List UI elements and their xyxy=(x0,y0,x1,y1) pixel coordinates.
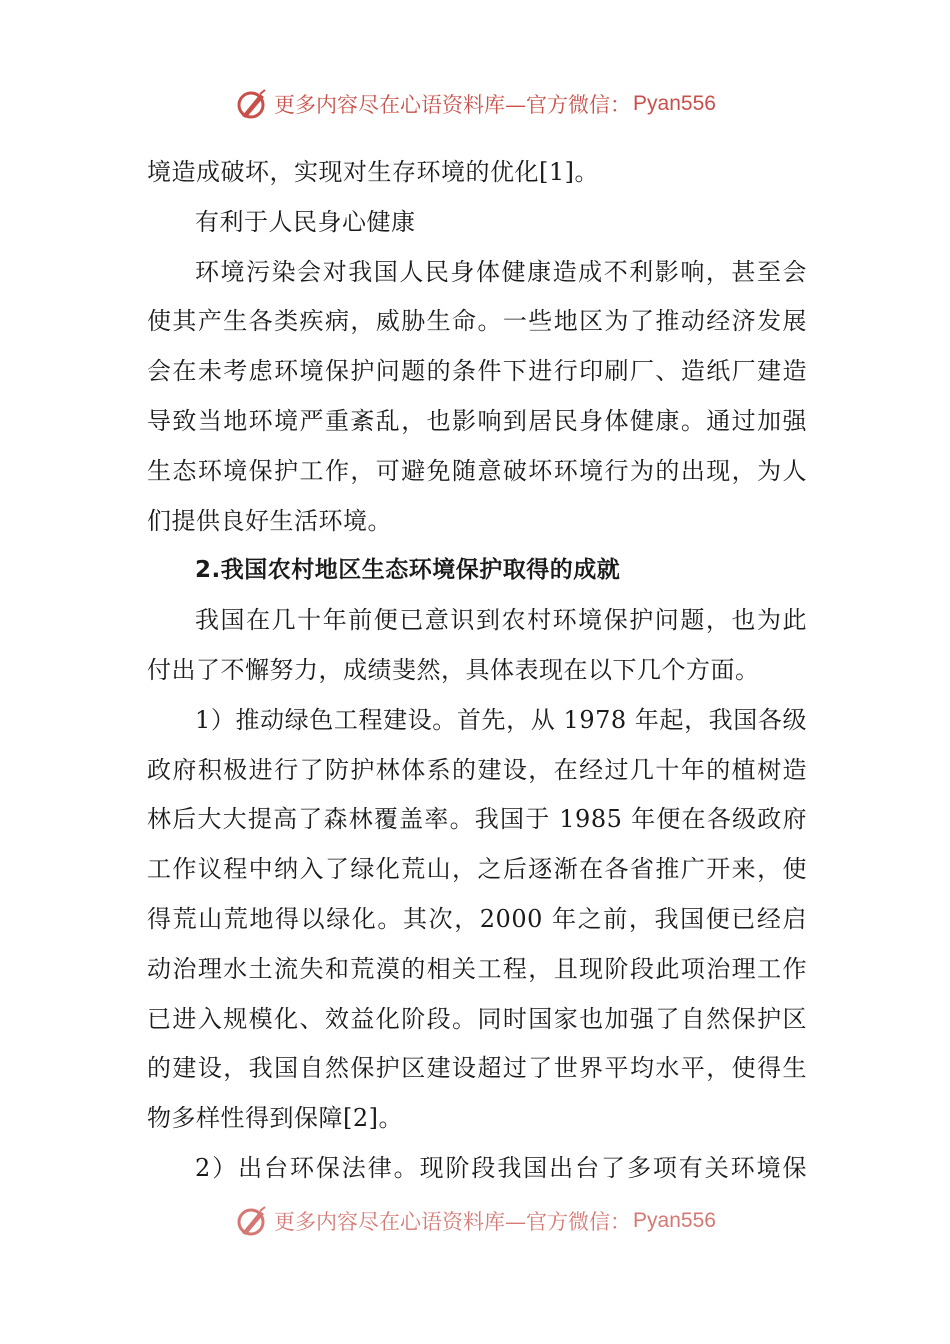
header-watermark xyxy=(0,84,950,124)
text-line: 我国在几十年前便已意识到农村环境保护问题，也为此 xyxy=(195,606,807,635)
text-line: 工作议程中纳入了绿化荒山，之后逐渐在各省推广开来，使 xyxy=(147,855,807,884)
text-line: 已进入规模化、效益化阶段。同时国家也加强了自然保护区 xyxy=(147,1004,807,1033)
text-line: 林后大大提高了森林覆盖率。我国于 1985 年便在各级政府 xyxy=(147,805,807,834)
text-line: 1）推动绿色工程建设。首先，从 1978 年起，我国各级 xyxy=(195,705,807,734)
text-line: 付出了不懈努力，成绩斐然，具体表现在以下几个方面。 xyxy=(147,655,760,684)
text-line: 使其产生各类疾病，威胁生命。一些地区为了推动经济发展 xyxy=(147,307,807,336)
text-line: 生态环境保护工作，可避免随意破坏环境行为的出现，为人 xyxy=(147,456,807,485)
text-line: 境造成破坏，实现对生存环境的优化[1]。 xyxy=(147,158,599,186)
watermark-wechat-id: Pyan556 xyxy=(633,1209,716,1232)
watermark-text: 更多内容尽在心语资料库—官方微信： xyxy=(274,93,632,117)
text-line: 们提供良好生活环境。 xyxy=(147,506,392,535)
document-body xyxy=(147,148,807,1194)
text-line: 有利于人民身心健康 xyxy=(195,207,416,236)
text-line: 政府积极进行了防护林体系的建设，在经过几十年的植树造 xyxy=(147,755,807,784)
text-line: 2）出台环保法律。现阶段我国出台了多项有关环境保 xyxy=(195,1153,807,1182)
footer-watermark xyxy=(0,1201,950,1241)
text-line: 会在未考虑环境保护问题的条件下进行印刷厂、造纸厂建造 xyxy=(147,357,807,386)
pen-logo-icon xyxy=(234,1203,270,1239)
watermark-wechat-id: Pyan556 xyxy=(633,92,716,115)
section-heading: 2.我国农村地区生态环境保护取得的成就 xyxy=(195,557,621,584)
text-line: 物多样性得到保障[2]。 xyxy=(147,1104,403,1133)
watermark-text: 更多内容尽在心语资料库—官方微信： xyxy=(274,1210,632,1234)
text-line: 得荒山荒地得以绿化。其次，2000 年之前，我国便已经启 xyxy=(147,904,807,933)
text-line: 的建设，我国自然保护区建设超过了世界平均水平，使得生 xyxy=(147,1054,807,1083)
pen-logo-icon xyxy=(234,86,270,122)
text-line: 环境污染会对我国人民身体健康造成不利影响，甚至会 xyxy=(195,257,807,286)
text-line: 导致当地环境严重紊乱，也影响到居民身体健康。通过加强 xyxy=(147,406,807,435)
text-line: 动治理水土流失和荒漠的相关工程，且现阶段此项治理工作 xyxy=(147,954,807,983)
